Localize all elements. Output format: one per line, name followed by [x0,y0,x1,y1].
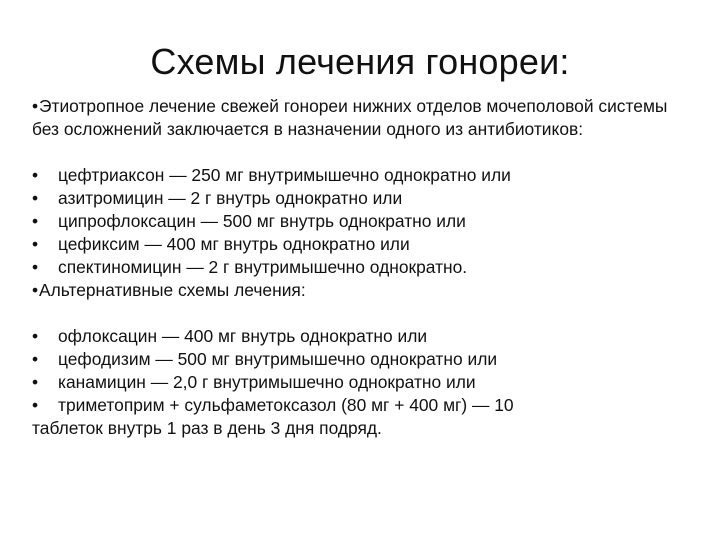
list-item [32,210,682,233]
list-item-continuation: таблеток внутрь 1 раз в день 3 дня подряд. [32,418,382,438]
intro-text: Этиотропное лечение свежей гонореи нижних отделов мочеполовой системы без осложнений заключается в назначении одного из антибиотиков: [32,96,668,139]
list-item-text: цефиксим — 400 мг внутрь однократно или [58,234,410,254]
list-item-text: азитромицин — 2 г внутрь однократно или [58,188,403,208]
list-item [32,348,682,371]
list-item [32,371,682,394]
slide-body [32,95,682,440]
bullet-icon: • [32,165,39,185]
bullet-icon: • [32,188,39,208]
intro-paragraph [32,95,682,141]
bullet-icon: • [32,234,39,254]
spacer [32,302,682,325]
spacer [32,141,682,164]
list-item [32,187,682,210]
bullet-icon: • [32,395,39,415]
list-item [32,164,682,187]
list-item-text: цефодизим — 500 мг внутримышечно однократно или [58,349,498,369]
list-item-text: офлоксацин — 400 мг внутрь однократно или [58,326,428,346]
bullet-icon: • [32,280,39,300]
list-item [32,256,682,279]
bullet-icon: • [32,349,39,369]
alt-heading-paragraph [32,279,682,302]
list-item-text: спектиномицин — 2 г внутримышечно однократно. [58,257,468,277]
bullet-icon: • [32,326,39,346]
slide-title: Схемы лечения гонореи: [150,41,570,82]
list-item-text: канамицин — 2,0 г внутримышечно однократно или [58,372,476,392]
bullet-icon: • [32,372,39,392]
list-item [32,233,682,256]
bullet-icon: • [32,211,39,231]
list-item-text: ципрофлоксацин — 500 мг внутрь однократно или [58,211,466,231]
bullet-icon: • [32,96,39,116]
list-item [32,394,682,440]
bullet-icon: • [32,257,39,277]
list-item-text: цефтриаксон — 250 мг внутримышечно однократно или [58,165,511,185]
list-item-text: триметоприм + сульфаметоксазол (80 мг + 400 мг) — 10 [58,395,514,415]
alt-heading: Альтернативные схемы лечения: [39,280,306,300]
list-item [32,325,682,348]
